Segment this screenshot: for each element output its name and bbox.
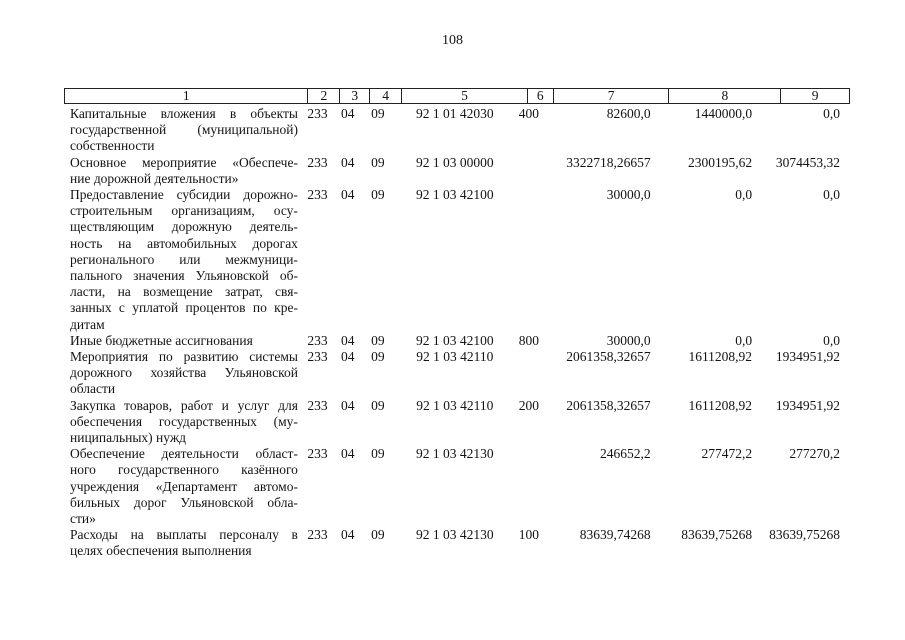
table-row [64,333,850,349]
table-row [64,187,850,333]
row-target-article: 92 1 03 42100 [416,187,494,203]
header-col-6: 6 [528,89,554,103]
description-line: ность на автомобильных дорогах [70,235,298,251]
row-expense-type [516,187,541,333]
row-description [64,398,302,447]
description-line: Капитальные вложения в объекты [70,106,298,121]
row-subsection-code: 09 [371,349,385,365]
row-chapter-code: 233 [307,187,328,203]
row-target-article: 92 1 03 42110 [416,349,494,365]
row-description [64,155,302,187]
row-expense-type: 400 [518,106,540,121]
row-amount-col9: 83639,75268 [769,527,840,543]
row-amount-col7: 83639,74268 [579,527,651,543]
row-section-code: 04 [340,332,355,348]
row-section-code: 04 [340,187,355,203]
description-line: Закупка товаров, работ и услуг для [70,397,298,413]
row-chapter-code: 233 [307,446,328,462]
description-line: ществляющим дорожную деятель- [70,219,298,235]
row-amount-col8: 1440000,0 [694,106,753,121]
table-row [64,155,850,187]
row-amount-col7: 30000,0 [606,332,651,348]
row-target-article: 92 1 03 42100 [416,332,494,348]
row-section-code: 04 [340,397,355,413]
header-col-8: 8 [669,89,781,103]
table-row [64,446,850,527]
row-expense-type: 800 [518,332,540,348]
row-section-code: 04 [340,349,355,365]
row-amount-col9: 0,0 [823,106,840,121]
row-amount-col8: 0,0 [735,332,753,348]
description-line: ного государственного казённого [70,462,298,478]
row-description [64,527,302,559]
description-line: пального значения Ульяновской об- [70,268,298,284]
row-description [64,187,302,333]
row-target-article: 92 1 03 00000 [416,154,494,170]
row-amount-col8: 1611208,92 [688,349,753,365]
header-col-5: 5 [402,89,528,103]
row-amount-col9: 0,0 [823,187,840,203]
row-description [64,106,302,155]
header-col-3: 3 [340,89,370,103]
description-line: Предоставление субсидии дорожно- [70,187,298,203]
row-subsection-code: 09 [371,332,385,348]
row-target-article: 92 1 01 42030 [416,106,494,121]
header-col-7: 7 [554,89,670,103]
row-expense-type: 200 [518,397,540,413]
description-line: дитам [70,316,105,332]
description-line: сти» [70,511,96,527]
row-expense-type [516,349,541,398]
row-amount-col9: 3074453,32 [775,154,840,170]
row-chapter-code: 233 [307,397,328,413]
description-line: строительным организациям, осу- [70,203,298,219]
row-chapter-code: 233 [307,332,328,348]
row-amount-col7: 2061358,32657 [566,397,651,413]
row-amount-col9: 1934951,92 [775,397,840,413]
row-description [64,349,302,398]
header-col-2: 2 [308,89,340,103]
description-line: обеспечения государственных (му- [70,413,298,429]
row-subsection-code: 09 [371,154,385,170]
description-line: государственной (муниципальной) [70,122,298,138]
row-amount-col7: 30000,0 [606,187,651,203]
table-row [64,106,850,155]
row-subsection-code: 09 [371,527,385,543]
page-number: 108 [442,33,463,48]
row-section-code: 04 [340,106,355,121]
row-target-article: 92 1 03 42130 [416,527,494,543]
row-amount-col9: 0,0 [823,332,840,348]
row-section-code: 04 [340,527,355,543]
row-chapter-code: 233 [307,154,328,170]
row-chapter-code: 233 [307,527,328,543]
row-section-code: 04 [340,446,355,462]
row-subsection-code: 09 [371,446,385,462]
row-amount-col8: 0,0 [735,187,753,203]
row-expense-type [516,446,541,527]
table-row [64,349,850,398]
row-target-article: 92 1 03 42130 [416,446,494,462]
row-section-code: 04 [340,154,355,170]
row-chapter-code: 233 [307,106,328,121]
description-line: Обеспечение деятельности област- [70,446,298,462]
row-subsection-code: 09 [371,397,385,413]
description-line: ние дорожной деятельности» [70,170,239,186]
header-col-1: 1 [65,89,308,103]
row-amount-col9: 277270,2 [789,446,840,462]
row-expense-type [516,155,541,187]
row-chapter-code: 233 [307,349,328,365]
description-line: области [70,381,116,397]
row-amount-col7: 3322718,26657 [566,154,651,170]
table-header [64,88,850,104]
description-line: ниципальных) нужд [70,430,187,446]
description-line: занных с уплатой процентов по кре- [70,300,298,316]
table-row [64,398,850,447]
description-line: собственности [70,138,155,154]
row-subsection-code: 09 [371,106,385,121]
row-amount-col8: 277472,2 [701,446,753,462]
row-amount-col8: 83639,75268 [681,527,753,543]
description-line: Расходы на выплаты персоналу в [70,527,298,543]
header-col-4: 4 [370,89,402,103]
row-amount-col9: 1934951,92 [775,349,840,365]
description-line: Основное мероприятие «Обеспече- [70,154,298,170]
table-row [64,527,850,559]
row-amount-col7: 246652,2 [600,446,651,462]
description-line: Мероприятия по развитию системы [70,349,298,365]
description-line: дорожного хозяйства Ульяновской [70,365,298,381]
row-subsection-code: 09 [371,187,385,203]
row-amount-col8: 2300195,62 [687,154,753,170]
row-target-article: 92 1 03 42110 [416,397,494,413]
row-expense-type: 100 [518,527,540,543]
description-line: ласти, на возмещение затрат, свя- [70,284,298,300]
row-amount-col8: 1611208,92 [688,397,753,413]
row-amount-col7: 82600,0 [606,106,651,121]
description-line: целях обеспечения выполнения [70,543,252,559]
description-line: Иные бюджетные ассигнования [70,332,253,348]
description-line: учреждения «Департамент автомо- [70,478,298,494]
row-description [64,333,302,349]
row-description [64,446,302,527]
description-line: бильных дорог Ульяновской обла- [70,494,298,510]
header-col-9: 9 [811,88,819,103]
description-line: регионального или межмуници- [70,251,298,267]
table-body [64,106,850,560]
row-amount-col7: 2061358,32657 [566,349,651,365]
